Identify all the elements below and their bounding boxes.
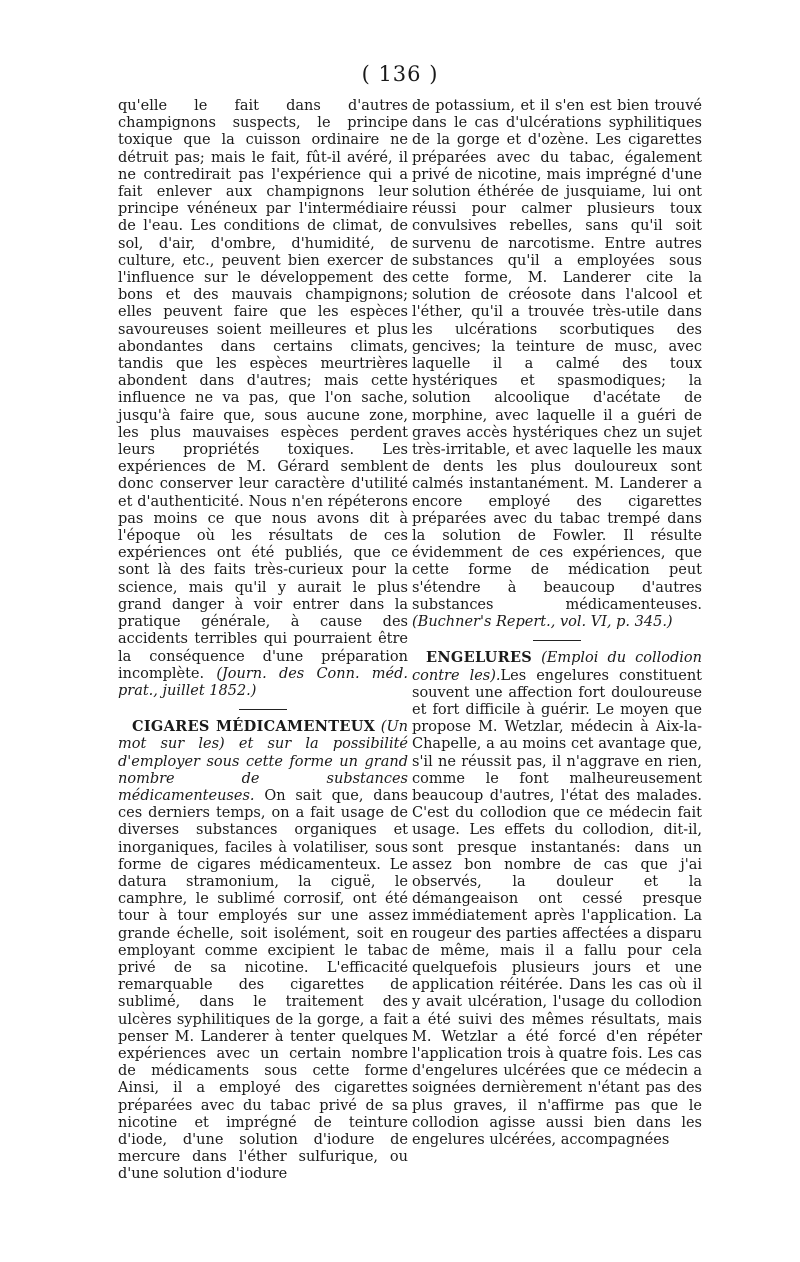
- right-paragraph-continued: [412, 98, 702, 631]
- left-paragraph-text: qu'elle le fait dans d'autres champignons suspects, le principe toxique que la cuisson ordinaire ne détruit pas; mais le fait, fût-il avéré, il ne contredirait pas l'expérience qui a fait enlever aux champignons leur principe vénéneux par l'intermédiaire de l'eau. Les conditions de climat, de sol, d'air, d'ombre, d'humidité, de culture, etc., peuvent bien exercer de l'influence sur le développement des bons et des mauvais champignons; elles peuvent faire que les espèces savoureuses soient meilleures et plus abondantes dans certains climats, tandis que les espèces meurtrières abondent dans d'autres; mais cette influence ne va pas, que l'on sache, jusqu'à faire que, sous aucune zone, les plus mauvaises espèces perdent leurs propriétés toxiques. Les expériences de M. Gérard semblent donc conserver leur caractère d'utilité et d'authenticité. Nous n'en répéterons pas moins ce que nous avons dit à l'époque où les résultats de ces expériences ont été publiés, que ce sont là des faits très-curieux pour la science, mais qu'il y aurait le plus grand danger à voir entrer dans la pratique générale, à cause des accidents terribles qui pourraient être la conséquence d'une préparation incomplète.: [118, 98, 408, 682]
- article-cigares-subtitle: (Un mot sur les) et sur la possibilité d'employer sous cette forme un grand nombre de substances médicamenteuses.: [118, 719, 408, 804]
- article-cigares-body: On sait que, dans ces derniers temps, on a fait usage de diverses substances organiques et inorganiques, faciles à volatiliser, sous forme de cigares médicamenteux. Le datura stramonium, la ciguë, le camphre, le sublimé corrosif, ont été tour à tour employés sur une assez grande échelle, soit isolément, soit en employant comme excipient le tabac privé de sa nicotine. L'efficacité remarquable des cigarettes de sublimé, dans le traitement des ulcères syphilitiques de la gorge, a fait penser M. Landerer à tenter quelques expériences avec un certain nombre de médicaments sous cette forme Ainsi, il a employé des cigarettes préparées avec du tabac privé de sa nicotine et imprégné de teinture d'iode, d'une solution d'iodure de mercure dans l'éther sulfurique, ou d'une solution d'iodure: [118, 787, 408, 1183]
- article-engelures-subtitle: (Emploi du collodion contre les).: [412, 650, 702, 684]
- article-engelures: [412, 649, 702, 1149]
- left-column: [118, 98, 408, 1184]
- article-engelures-body: Les engelures constituent souvent une affection fort douloureuse et fort difficile à guérir. Le moyen que propose M. Wetzlar, médecin à Aix-la-Chapelle, a au moins cet avantage que, s'il ne réussit pas, il n'aggrave en rien, comme le font malheureusement beaucoup d'autres, l'état des malades. C'est du collodion que ce médecin fait usage. Les effets du collodion, dit-il, sont presque instantanés: dans un assez bon nombre de cas que j'ai observés, la douleur et la démangeaison ont cessé presque immédiatement après l'application. La rougeur des parties affectées a disparu de même, mais il a fallu pour cela quelquefois plusieurs jours et une application réitérée. Dans les cas où il y avait ulcération, l'usage du collodion a été suivi des mêmes résultats, mais M. Wetzlar a été forcé d'en répéter l'application trois à quatre fois. Les cas d'engelures ulcérées que ce médecin a soignées dernièrement n'étant pas des plus graves, il n'affirme pas que le collodion agisse aussi bien dans les engelures ulcérées, accompagnées: [412, 667, 702, 1148]
- section-divider: [239, 709, 287, 710]
- right-column: [412, 98, 702, 1149]
- section-divider: [533, 640, 581, 641]
- page-number: ( 136 ): [361, 62, 439, 86]
- left-paragraph-continued: [118, 98, 408, 700]
- right-paragraph-text: de potassium, et il s'en est bien trouvé dans le cas d'ulcérations syphilitiques de la gorge et d'ozène. Les cigarettes préparées avec du tabac, également privé de nicotine, mais imprégné d'une solution éthérée de jusquiame, lui ont réussi pour calmer plusieurs toux convulsives rebelles, sans qu'il soit survenu de narcotisme. Entre autres substances qu'il a employées sous cette forme, M. Landerer cite la solution de créosote dans l'alcool et l'éther, qu'il a trouvée très-utile dans les ulcérations scorbutiques des gencives; la teinture de musc, avec laquelle il a calmé des toux hystériques et spasmodiques; la solution alcoolique d'acétate de morphine, avec laquelle il a guéri de graves accès hystériques chez un sujet très-irritable, et avec laquelle les maux de dents les plus douloureux sont calmés instantanément. M. Landerer a encore employé des cigarettes préparées avec du tabac trempé dans la solution de Fowler. Il résulte évidemment de ces expériences, que cette forme de médication peut s'étendre à beaucoup d'autres substances médicamenteuses.: [412, 98, 702, 613]
- article-cigares: [118, 718, 408, 1183]
- left-paragraph-source: (Journ. des Conn. méd. prat., juillet 1852.): [118, 665, 408, 699]
- right-paragraph-source: (Buchner's Repert., vol. VI, p. 345.): [412, 614, 673, 631]
- article-cigares-heading: CIGARES MÉDICAMENTEUX: [132, 718, 376, 736]
- article-engelures-heading: ENGELURES: [426, 649, 533, 667]
